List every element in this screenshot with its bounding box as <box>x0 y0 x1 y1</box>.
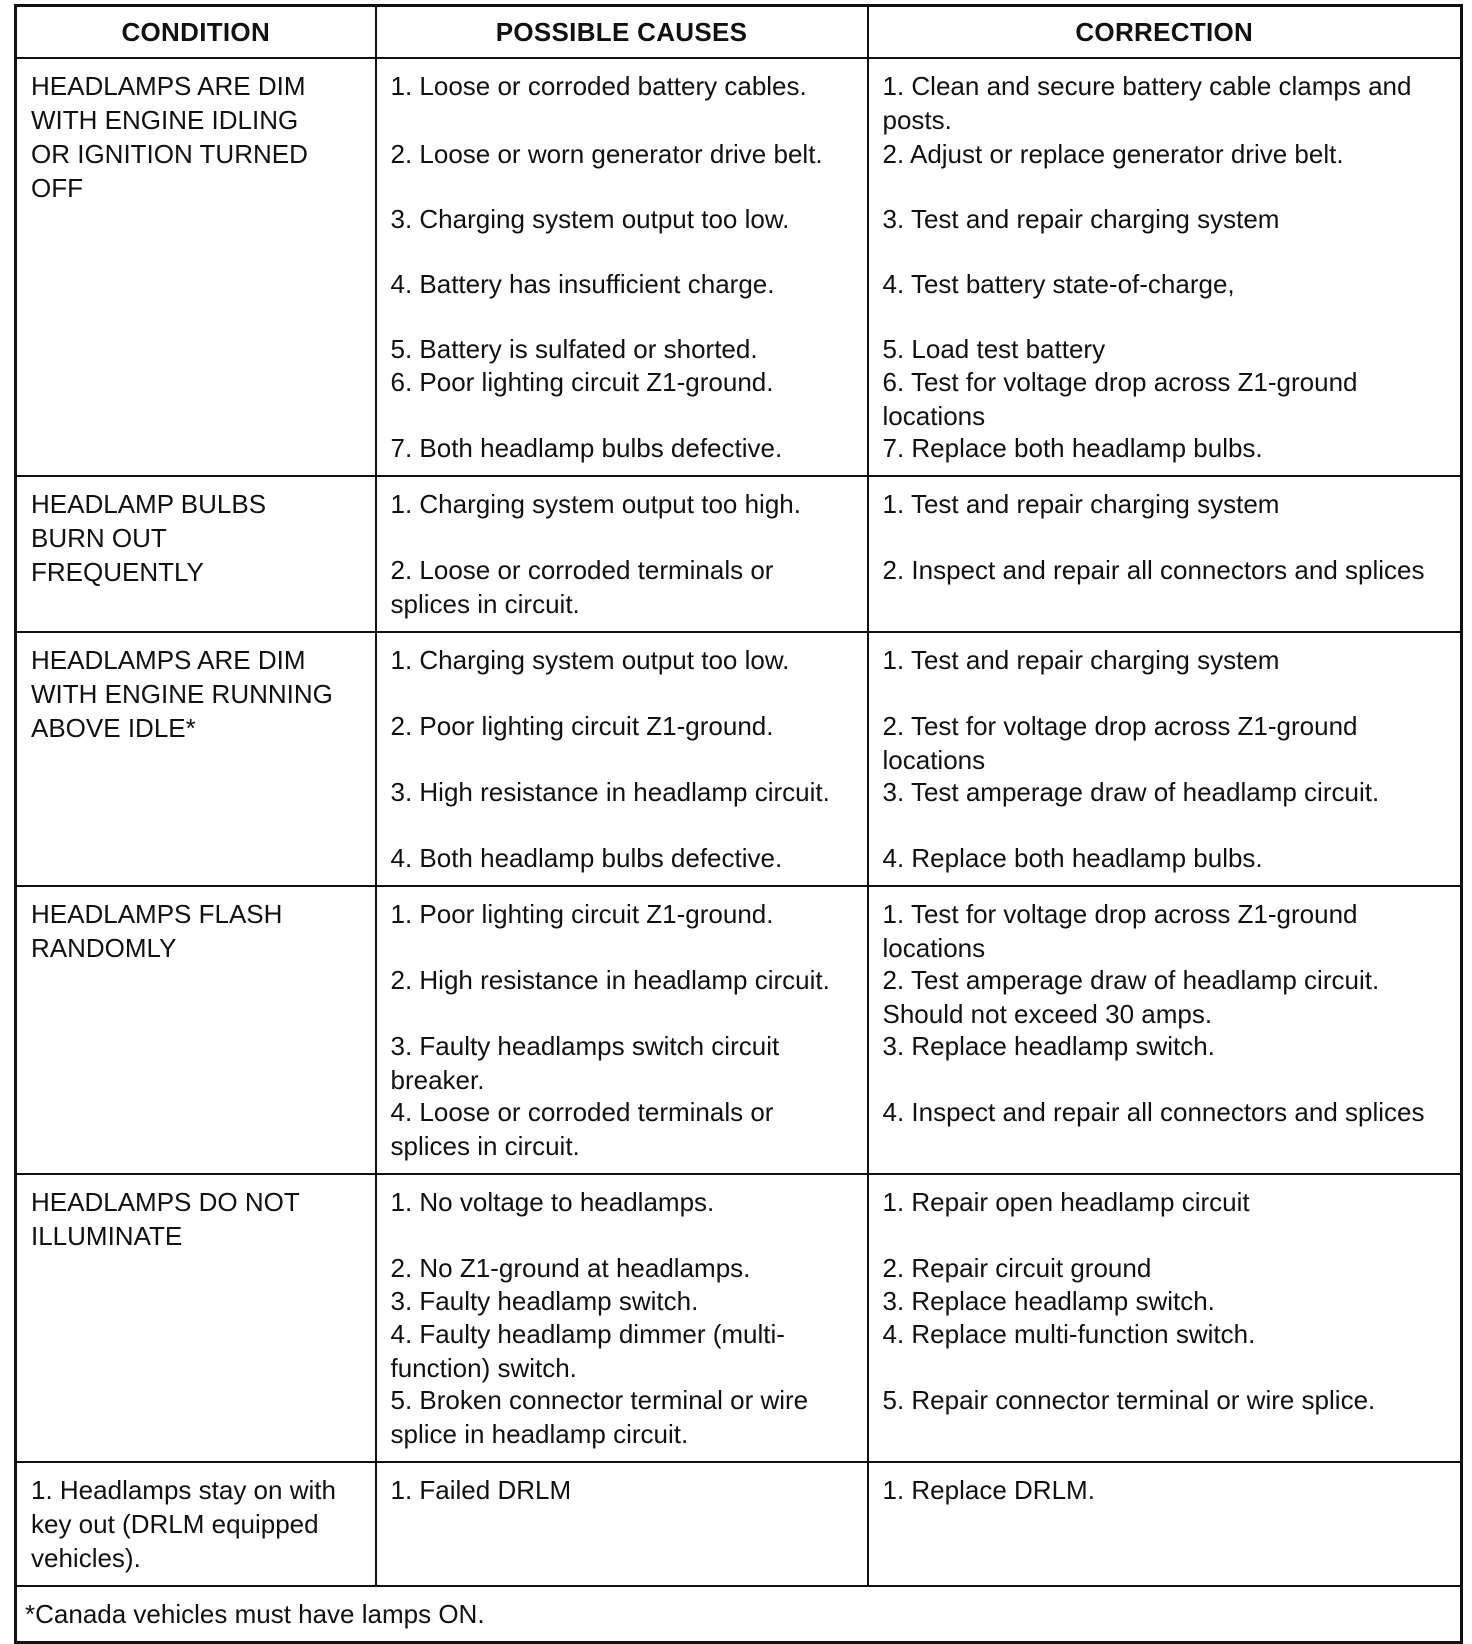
condition-cell <box>16 58 376 476</box>
correction-item: 1. Repair open headlamp circuit <box>882 1187 1250 1217</box>
header-correction: CORRECTION <box>868 6 1462 59</box>
cause-item: 1. Failed DRLM <box>390 1475 572 1505</box>
cause-item: 2. Loose or corroded terminals or splices in circuit. <box>390 555 774 619</box>
condition-text: HEADLAMPS FLASH RANDOMLY <box>31 899 283 963</box>
cause-item: 1. Loose or corroded battery cables. <box>390 71 807 101</box>
document-page <box>14 4 1460 1632</box>
cause-item: 3. Faulty headlamps switch circuit breaker. <box>390 1031 780 1095</box>
table-row <box>16 886 1462 1174</box>
correction-item: 1. Test and repair charging system <box>882 645 1280 675</box>
cause-item: 2. Loose or worn generator drive belt. <box>390 139 823 169</box>
causes-cell <box>376 58 868 476</box>
causes-cell <box>376 1462 868 1586</box>
cause-item: 7. Both headlamp bulbs defective. <box>390 433 783 463</box>
correction-item: 2. Repair circuit ground <box>882 1253 1152 1283</box>
table-row <box>16 476 1462 632</box>
correction-item: 5. Load test battery <box>882 334 1106 364</box>
diagnosis-table <box>14 4 1463 1644</box>
table-row <box>16 1174 1462 1462</box>
correction-cell <box>868 886 1462 1174</box>
cause-item: 4. Both headlamp bulbs defective. <box>390 843 783 873</box>
cause-item: 2. No Z1-ground at headlamps. <box>390 1253 751 1283</box>
cause-item: 3. High resistance in headlamp circuit. <box>390 777 830 807</box>
correction-item: 2. Test for voltage drop across Z1-ground locations <box>882 711 1358 775</box>
cause-item: 5. Battery is sulfated or shorted. <box>390 334 758 364</box>
correction-item: 2. Inspect and repair all connectors and splices <box>882 555 1425 585</box>
causes-cell <box>376 632 868 886</box>
cause-item: 6. Poor lighting circuit Z1-ground. <box>390 367 774 397</box>
condition-cell <box>16 632 376 886</box>
header-row <box>16 6 1462 59</box>
correction-item: 4. Inspect and repair all connectors and splices <box>882 1097 1425 1127</box>
correction-item: 7. Replace both headlamp bulbs. <box>882 433 1263 463</box>
correction-item: 3. Test amperage draw of headlamp circuit. <box>882 777 1380 807</box>
correction-item: 6. Test for voltage drop across Z1-ground locations <box>882 367 1358 431</box>
cause-item: 1. Poor lighting circuit Z1-ground. <box>390 899 774 929</box>
condition-cell <box>16 1462 376 1586</box>
correction-item: 2. Adjust or replace generator drive belt. <box>882 139 1344 169</box>
cause-item: 3. Charging system output too low. <box>390 204 790 234</box>
correction-item: 4. Replace both headlamp bulbs. <box>882 843 1263 873</box>
cause-item: 4. Battery has insufficient charge. <box>390 269 775 299</box>
cause-item: 1. Charging system output too high. <box>390 489 801 519</box>
footnote-row <box>16 1586 1462 1643</box>
causes-cell <box>376 476 868 632</box>
correction-cell <box>868 1462 1462 1586</box>
correction-item: 1. Test and repair charging system <box>882 489 1280 519</box>
cause-item: 2. Poor lighting circuit Z1-ground. <box>390 711 774 741</box>
correction-item: 4. Test battery state-of-charge, <box>882 269 1235 299</box>
header-condition: CONDITION <box>16 6 376 59</box>
correction-cell <box>868 632 1462 886</box>
cause-item: 1. No voltage to headlamps. <box>390 1187 715 1217</box>
table-row <box>16 632 1462 886</box>
causes-cell <box>376 1174 868 1462</box>
cause-item: 4. Faulty headlamp dimmer (multi-function) switch. <box>390 1319 785 1383</box>
correction-item: 1. Replace DRLM. <box>882 1475 1095 1505</box>
correction-item: 4. Replace multi-function switch. <box>882 1319 1256 1349</box>
correction-cell <box>868 1174 1462 1462</box>
condition-text: HEADLAMPS ARE DIM WITH ENGINE IDLING OR IGNITION TURNED OFF <box>31 71 308 203</box>
condition-text: HEADLAMPS ARE DIM WITH ENGINE RUNNING ABOVE IDLE* <box>31 645 333 743</box>
correction-item: 5. Repair connector terminal or wire splice. <box>882 1385 1376 1415</box>
condition-text: HEADLAMPS DO NOT ILLUMINATE <box>31 1187 300 1251</box>
correction-cell <box>868 58 1462 476</box>
footnote: *Canada vehicles must have lamps ON. <box>16 1586 1462 1643</box>
correction-cell <box>868 476 1462 632</box>
cause-item: 2. High resistance in headlamp circuit. <box>390 965 830 995</box>
correction-item: 1. Clean and secure battery cable clamps and posts. <box>882 71 1412 135</box>
condition-text: 1. Headlamps stay on with key out (DRLM equipped vehicles). <box>31 1475 336 1573</box>
condition-text: HEADLAMP BULBS BURN OUT FREQUENTLY <box>31 489 267 587</box>
correction-item: 3. Replace headlamp switch. <box>882 1286 1215 1316</box>
condition-cell <box>16 1174 376 1462</box>
correction-item: 3. Test and repair charging system <box>882 204 1280 234</box>
correction-item: 2. Test amperage draw of headlamp circuit. Should not exceed 30 amps. <box>882 965 1380 1029</box>
header-possible-causes: POSSIBLE CAUSES <box>376 6 868 59</box>
cause-item: 1. Charging system output too low. <box>390 645 790 675</box>
correction-item: 1. Test for voltage drop across Z1-ground locations <box>882 899 1358 963</box>
cause-item: 4. Loose or corroded terminals or splices in circuit. <box>390 1097 774 1161</box>
condition-cell <box>16 886 376 1174</box>
cause-item: 5. Broken connector terminal or wire splice in headlamp circuit. <box>390 1385 809 1449</box>
correction-item: 3. Replace headlamp switch. <box>882 1031 1215 1061</box>
table-row <box>16 58 1462 476</box>
cause-item: 3. Faulty headlamp switch. <box>390 1286 699 1316</box>
condition-cell <box>16 476 376 632</box>
table-row <box>16 1462 1462 1586</box>
causes-cell <box>376 886 868 1174</box>
